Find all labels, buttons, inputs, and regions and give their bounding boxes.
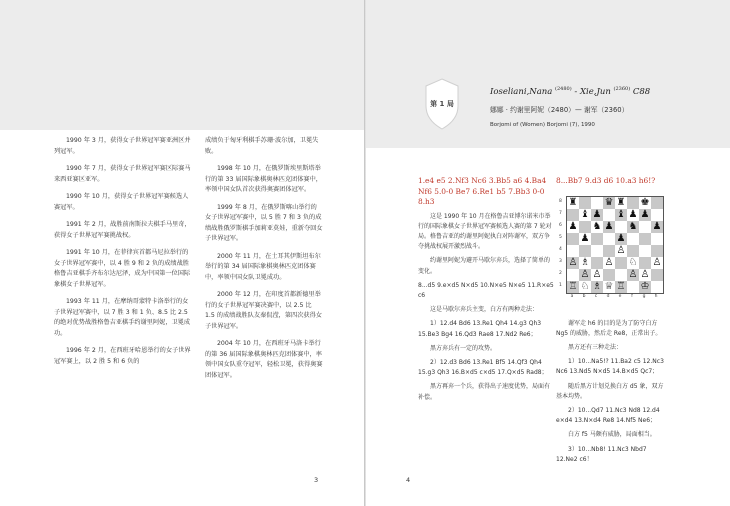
chess-board-diagram (566, 196, 664, 294)
board-square-d7 (603, 209, 615, 221)
variation-line: 2）10...Qd7 11.Nc3 Nd8 12.d4 e×d4 13.N×d4 Re8 14.Nf5 Ne6； (556, 406, 660, 425)
game-title: Ioseliani,Nana $^{(2480)}$ - Xie,Jun $^{(2360)}$ C88 (490, 86, 651, 97)
board-square-d1: ♕ (604, 281, 614, 292)
board-square-d3: ♙ (604, 257, 614, 268)
bio-paragraph: 1998 年 10 月，在俄罗斯埃里斯塔举行的第 33 届国际象棋奥林匹克团体赛中，率领中国女队首次获得奥赛团体冠军。 (205, 165, 322, 193)
board-square-f5 (627, 233, 639, 245)
game-label: 第 1 局 (430, 100, 454, 108)
board-square-a7 (567, 209, 579, 221)
board-square-d2 (603, 269, 615, 281)
board-square-e6 (615, 221, 627, 233)
bio-paragraph: 成绩负于匈牙利棋手苏珊·波尔加，卫冕失败。 (205, 137, 319, 155)
variation-line: 1）12.d4 Bd6 13.Re1 Qh4 14.g3 Qh3 15.Be3 Bg4 16.Qd3 Rae8 17.Nd2 Re6； (418, 320, 542, 338)
bio-paragraph: 1999 年 8 月，在俄罗斯喀山举行的女子世界冠军赛中，以 5 胜 7 和 3 负的成绩战胜俄罗斯棋手加莉亚莫娃，重新夺回女子世界冠军。 (205, 203, 323, 242)
commentary-column-left (418, 176, 554, 407)
opening-moves: 1.e4 e5 2.Nf3 Nc6 3.Bb5 a6 4.Ba4 Nf6 5.0-0 Be7 6.Re1 b5 7.Bb3 0-0 8.h3 (418, 176, 547, 206)
file-label: a (570, 294, 574, 299)
move-line: 8...d5 9.e×d5 N×d5 10.N×e5 N×e5 11.R×e5 c6 (418, 281, 554, 299)
board-square-c6: ♞ (592, 221, 602, 232)
board-square-b7: ♝ (580, 209, 590, 220)
board-square-e8: ♜ (616, 197, 626, 208)
file-label: e (618, 294, 622, 299)
board-square-b2: ♙ (580, 269, 590, 280)
bio-paragraph: 1990 年 3 月，获得女子世界冠军赛亚洲区并列冠军。 (54, 137, 191, 155)
board-square-g8: ♚ (640, 197, 650, 208)
bio-paragraph: 1993 年 11 月，在摩纳哥蒙特卡洛举行的女子世界冠军赛中，以 7 胜 3 和 1 负、8.5 比 2.5 的绝对优势战胜格鲁吉亚棋手约谢里阿妮，卫冕成功。 (54, 298, 191, 337)
bio-paragraph: 2000 年 11 月，在土耳其伊斯坦布尔举行的第 34 届国际象棋奥林匹克团体赛中，率领中国女队卫冕成功。 (205, 252, 321, 281)
event-line: Borjomi of (Women) Borjomi (7), 1990 (490, 122, 595, 128)
board-square-g3 (639, 257, 651, 269)
board-square-h2 (651, 269, 663, 281)
commentary-paragraph: 随后黑方计划兑换白方 d5 象，双方基本均势。 (556, 382, 664, 400)
board-square-h7 (651, 209, 663, 221)
white-rating: (2480) (555, 86, 572, 92)
board-square-f6: ♞ (628, 221, 638, 232)
rank-label: 4 (559, 247, 562, 252)
commentary-paragraph: 约谢里阿妮为避开马歇尔弃兵，选择了简单的变化。 (418, 257, 551, 275)
black-rating: (2360) (613, 86, 631, 92)
board-square-c8 (591, 197, 603, 209)
bio-paragraph: 2000 年 12 月，在印度首都新德里举行的女子世界冠军赛决赛中，以 2.5 比 1.5 的成绩战胜队友秦侃滢，第四次获得女子世界冠军。 (205, 291, 322, 330)
board-square-g7: ♟ (640, 209, 650, 220)
board-square-e2 (615, 269, 627, 281)
file-label: h (654, 294, 658, 299)
board-square-h5 (651, 233, 663, 245)
board-square-g5 (639, 233, 651, 245)
variation-line: 1）10...Na5!? 11.Ba2 c5 12.Nc3 Nc6 13.Nd5 N×d5 14.B×d5 Qc7； (556, 358, 664, 376)
board-square-c4 (591, 245, 603, 257)
board-square-f2: ♙ (628, 269, 638, 280)
commentary-paragraph: 这是马歇尔弃兵主变，白方有两种走法： (430, 306, 539, 314)
bio-paragraph: 1991 年 2 月，战胜前南斯拉夫棋手马里奇，获得女子世界冠军赛挑战权。 (54, 221, 191, 239)
board-square-b3: ♗ (580, 257, 590, 268)
board-square-c3 (591, 257, 603, 269)
rank-label: 1 (559, 283, 562, 288)
rank-label: 3 (559, 259, 562, 264)
bio-column-left (54, 136, 192, 374)
commentary-paragraph: 黑方再弃一个兵，获得出子速度优势，局面有补偿。 (418, 383, 551, 401)
file-label: g (642, 294, 646, 299)
commentary-paragraph: 这是 1990 年 10 月在格鲁吉亚博尔诺米市举行的国际象棋女子世界冠军赛候选人赛的第 7 轮对局。格鲁吉亚的约谢里阿妮执白对阵谢军，双方争夺挑战权展开激烈战斗。 (418, 212, 552, 251)
bio-paragraph: 2004 年 10 月，在西班牙马洛卡举行的第 36 届国际象棋奥林匹克团体赛中，率领中国女队重夺冠军，轻松卫冕，获得奥赛团体冠军。 (205, 340, 323, 379)
board-square-f3: ♘ (628, 257, 638, 268)
right-page (366, 0, 730, 506)
board-square-h8 (651, 197, 663, 209)
page-number: 4 (406, 476, 411, 484)
board-square-d4 (603, 245, 615, 257)
board-square-a6: ♟ (568, 221, 578, 232)
rank-label: 6 (559, 223, 562, 228)
file-label: f (631, 294, 633, 299)
board-square-h1 (651, 281, 663, 293)
page-number: 3 (314, 476, 319, 484)
bio-paragraph: 1991 年 10 月，在菲律宾首都马尼拉举行的女子世界冠军赛中，以 4 胜 9 和 2 负的成绩战胜格鲁吉亚棋手齐布尔达尼泽，成为中国第一位国际象棋女子世界冠军。 (54, 249, 191, 288)
board-square-a2 (567, 269, 579, 281)
board-square-a1: ♖ (568, 281, 578, 292)
board-square-h4 (651, 245, 663, 257)
bio-paragraph: 1990 年 7 月，获得女子世界冠军赛区际赛马来西亚赛区亚军。 (54, 165, 191, 183)
board-square-a4 (567, 245, 579, 257)
board-square-d5 (603, 233, 615, 245)
board-square-f1 (627, 281, 639, 293)
rank-label: 7 (559, 211, 562, 216)
white-player: Ioseliani,Nana (490, 86, 553, 97)
board-square-c5 (591, 233, 603, 245)
commentary-paragraph: 黑方还有三种走法： (568, 343, 623, 351)
board-square-h3: ♙ (652, 257, 662, 268)
board-file-labels (566, 294, 662, 299)
board-square-b4 (579, 245, 591, 257)
board-square-g1: ♔ (640, 281, 650, 292)
board-square-c7: ♟ (592, 209, 602, 220)
board-square-e3 (615, 257, 627, 269)
board-square-g2: ♙ (640, 269, 650, 280)
board-square-a8: ♜ (568, 197, 578, 208)
board-square-d6: ♟ (604, 221, 614, 232)
board-square-b5: ♟ (580, 233, 590, 244)
board-square-f4 (627, 245, 639, 257)
board-square-b6 (579, 221, 591, 233)
bio-paragraph: 1996 年 2 月，在西班牙哈恩举行的女子世界冠军赛上，以 2 胜 5 和 6 负的 (54, 347, 191, 365)
header-band (0, 0, 365, 130)
board-square-g4 (639, 245, 651, 257)
variation-line: 2）12.d3 Bd6 13.Re1 Bf5 14.Qf3 Qh4 15.g3 Qh3 16.B×d5 c×d5 17.Q×d5 Rad8； (418, 358, 548, 377)
bio-column-right (205, 136, 323, 388)
variation-line: 3）10...Nb8! 11.Nc3 Nbd7 12.Ne2 c6！ (556, 445, 647, 463)
file-label: d (606, 294, 610, 299)
rank-label: 8 (559, 199, 562, 204)
board-rank-labels (559, 196, 565, 292)
commentary-paragraph: 谢军走 h6 的目的是为了防守白方 Ng5 的威胁，然后走 Re8，正常出子。 (556, 319, 662, 337)
board-square-b1: ♘ (580, 281, 590, 292)
board-square-e7: ♝ (616, 209, 626, 220)
commentary-paragraph: 白方 f5 马颇有威胁，局面相当。 (568, 431, 656, 439)
players-chinese: 娜娜 · 约谢里阿妮（2480）— 谢军（2360） (490, 106, 629, 114)
board-square-d8: ♛ (604, 197, 614, 208)
board-square-e5: ♟ (616, 233, 626, 244)
board-square-g6 (639, 221, 651, 233)
board-square-b8 (579, 197, 591, 209)
file-label: b (582, 294, 586, 299)
black-player: Xie,Jun (579, 86, 611, 97)
board-square-c2: ♙ (592, 269, 602, 280)
board-square-f7: ♟ (628, 209, 638, 220)
rank-label: 2 (559, 271, 562, 276)
board-square-e4: ♙ (616, 245, 626, 256)
eco-code: C88 (632, 86, 651, 97)
main-line-moves: 8...Bb7 9.d3 d6 10.a3 h6!? (556, 176, 656, 185)
bio-paragraph: 1990 年 10 月，获得女子世界冠军赛候选人赛冠军。 (54, 193, 189, 211)
board-square-c1: ♗ (592, 281, 602, 292)
commentary-paragraph: 黑方弃兵有一定的攻势。 (430, 344, 497, 352)
rank-label: 5 (559, 235, 562, 240)
board-square-e1: ♖ (616, 281, 626, 292)
board-square-f8 (627, 197, 639, 209)
board-square-h6: ♟ (652, 221, 662, 232)
file-label: c (594, 294, 598, 299)
board-square-a3: ♙ (568, 257, 578, 268)
board-square-a5 (567, 233, 579, 245)
